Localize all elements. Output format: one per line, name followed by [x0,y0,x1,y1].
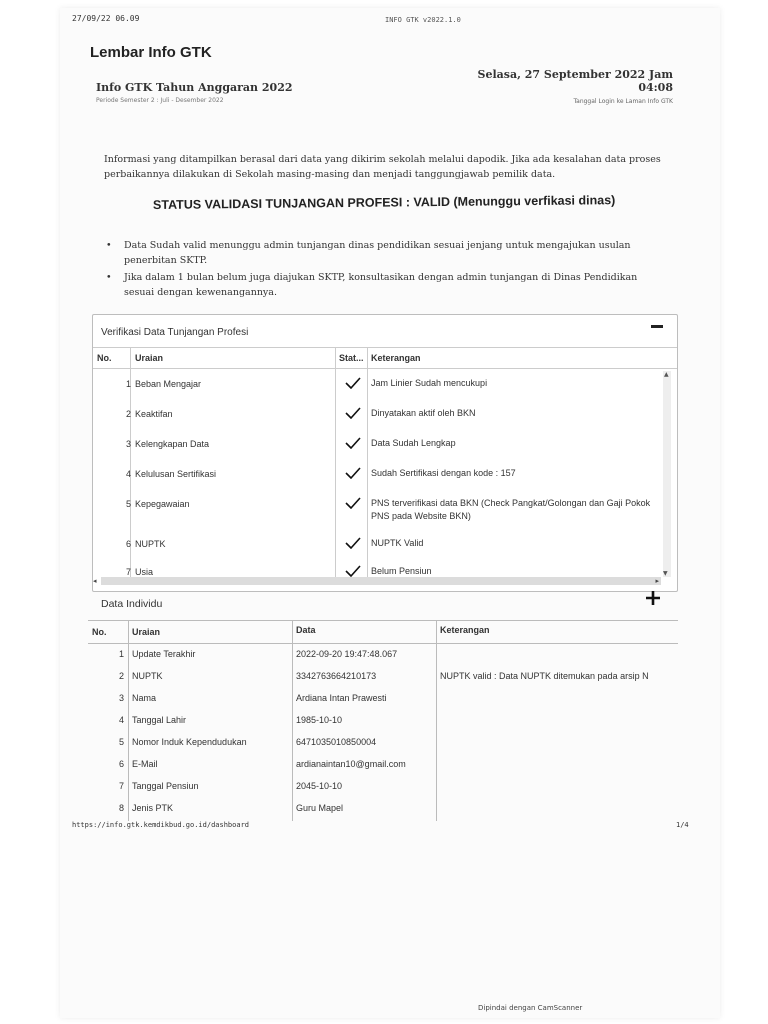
row-data: 2045-10-10 [296,781,343,791]
row-no: 2 [118,671,124,681]
check-icon [345,407,361,419]
table-row [88,709,678,731]
row-uraian: Kepegawaian [135,499,190,509]
table-row [88,797,678,819]
vertical-scrollbar[interactable] [663,371,671,577]
col-header-keterangan: Keterangan [440,625,490,635]
row-uraian: Nomor Induk Kependudukan [132,737,247,747]
bullet-item: • Data Sudah valid menunggu admin tunjangan dinas pendidikan sesuai jenjang untuk mengajukan usulan penerbitan SKTP. [104,238,660,268]
row-no: 4 [125,469,131,479]
data-individu-header [88,621,678,644]
row-data: Ardiana Intan Prawesti [296,693,387,703]
table-row [93,491,663,521]
budget-year-title: Info GTK Tahun Anggaran 2022 [96,81,293,94]
page-title: Lembar Info GTK [90,44,212,61]
table-row [93,371,663,401]
row-data: 1985-10-10 [296,715,343,725]
row-uraian: Kelengkapan Data [135,439,210,449]
scanner-watermark: Dipindai dengan CamScanner [478,1004,583,1012]
col-header-no: No. [97,353,112,363]
row-no: 1 [118,649,124,659]
data-individu-table [88,620,678,821]
row-no: 3 [125,439,131,449]
table-row [88,753,678,775]
scroll-left-icon[interactable]: ◂ [93,577,97,585]
row-keterangan: NUPTK Valid [371,538,424,548]
verifikasi-panel-header [93,315,677,345]
row-no: 5 [125,499,131,509]
table-row [93,461,663,491]
row-uraian: Kelulusan Sertifikasi [135,469,217,479]
row-keterangan: PNS terverifikasi data BKN (Check Pangkat/Golongan dan Gaji Pokok PNS pada Website BKN) [371,498,651,521]
login-date-line1: Selasa, 27 September 2022 Jam [477,68,673,81]
row-keterangan: NUPTK valid : Data NUPTK ditemukan pada arsip N [440,671,649,681]
row-no: 7 [118,781,124,791]
row-uraian: Beban Mengajar [135,379,202,389]
print-version: INFO GTK v2022.1.0 [385,16,461,24]
row-data: ardianaintan10@gmail.com [296,759,406,769]
row-no: 3 [118,693,124,703]
table-row [88,665,678,687]
col-header-uraian: Uraian [135,353,164,363]
table-row [88,731,678,753]
print-datetime: 27/09/22 06.09 [72,14,140,23]
table-row [88,643,678,665]
row-uraian: Update Terakhir [132,649,196,659]
footer-page-number: 1/4 [676,821,689,829]
col-header-uraian: Uraian [132,627,161,637]
table-row [88,775,678,797]
period-text: Periode Semester 2 : Juli - Desember 2022 [96,97,224,104]
expand-plus-icon[interactable] [645,590,661,606]
scroll-down-icon[interactable]: ▼ [663,570,668,577]
row-no: 6 [125,539,131,549]
table-row [93,401,663,431]
row-keterangan: Dinyatakan aktif oleh BKN [371,408,476,418]
table-row [88,687,678,709]
col-header-stat: Stat... [339,353,364,363]
table-row [93,531,663,561]
row-keterangan: Jam Linier Sudah mencukupi [371,378,488,388]
info-paragraph: Informasi yang ditampilkan berasal dari data yang dikirim sekolah melalui dapodik. Jika ada kesalahan data proses perbaikannya dilakukan di Sekolah masing-masing dan menjadi tanggungjawab pemilik data. [104,154,661,180]
row-no: 5 [118,737,124,747]
row-keterangan: Data Sudah Lengkap [371,438,456,448]
row-no: 2 [125,409,131,419]
scroll-right-icon[interactable]: ▸ [655,577,659,585]
check-icon [345,497,361,509]
col-header-data: Data [296,625,316,635]
scroll-up-icon[interactable]: ▲ [664,371,669,378]
row-data: Guru Mapel [296,803,344,813]
col-header-keterangan: Keterangan [371,353,421,363]
row-data: 3342763664210173 [296,671,377,681]
login-date-line2: 04:08 [638,81,673,94]
login-date-note: Tanggal Login ke Laman Info GTK [573,98,673,105]
row-no: 1 [125,379,131,389]
footer-url: https://info.gtk.kemdikbud.go.id/dashboard [72,821,250,829]
row-uraian: Jenis PTK [132,803,174,813]
status-bullets [100,238,660,302]
verifikasi-panel [92,314,678,592]
check-icon [345,565,361,577]
row-uraian: Tanggal Lahir [132,715,187,725]
collapse-minus-icon[interactable] [651,325,663,328]
row-keterangan: Sudah Sertifikasi dengan kode : 157 [371,468,516,478]
row-uraian: Nama [132,693,157,703]
row-no: 7 [125,567,131,577]
verifikasi-panel-title: Verifikasi Data Tunjangan Profesi [101,327,249,338]
row-data: 2022-09-20 19:47:48.067 [296,649,398,659]
row-data: 6471035010850004 [296,737,377,747]
row-no: 6 [118,759,124,769]
row-no: 4 [118,715,124,725]
table-row [93,559,663,577]
check-icon [345,437,361,449]
row-uraian: NUPTK [132,671,163,681]
verifikasi-table-header [93,347,677,369]
login-date [413,68,673,94]
row-uraian: Tanggal Pensiun [132,781,199,791]
table-row [93,431,663,461]
row-no: 8 [118,803,124,813]
horizontal-scrollbar[interactable] [101,577,661,585]
row-uraian: Usia [135,567,154,577]
check-icon [345,467,361,479]
row-uraian: NUPTK [135,539,166,549]
check-icon [345,537,361,549]
row-uraian: Keaktifan [135,409,173,419]
row-keterangan: Belum Pensiun [371,566,432,576]
col-header-no: No. [92,627,107,637]
check-icon [345,377,361,389]
bullet-item: • Jika dalam 1 bulan belum juga diajukan SKTP, konsultasikan dengan admin tunjangan di Dinas Pendidikan sesuai dengan kewenangannya. [104,270,660,300]
data-individu-title: Data Individu [101,598,163,610]
row-uraian: E-Mail [132,759,158,769]
status-validasi-title: STATUS VALIDASI TUNJANGAN PROFESI : VALID (Menunggu verfikasi dinas) [152,193,616,212]
